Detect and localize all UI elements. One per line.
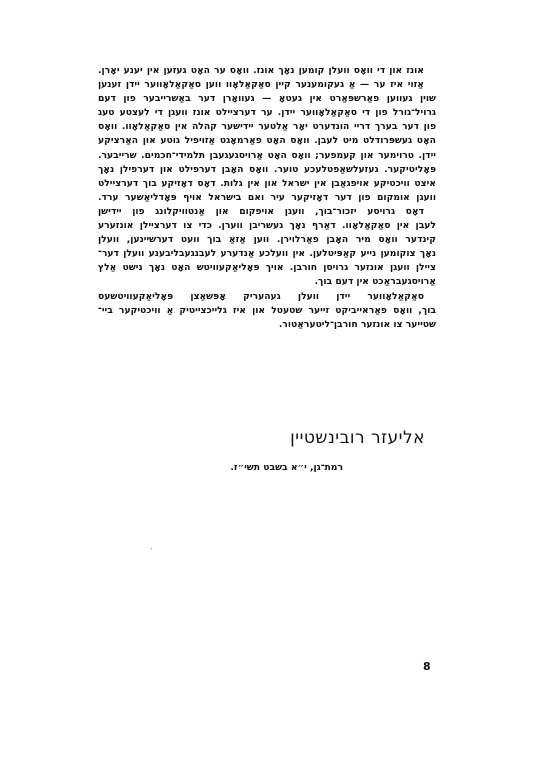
body-line: יידן. טרוימער און קעמפער; וואָס האָט אַרויסגעגעבן תלמידי־חכמים. שרייבער.: [98, 149, 436, 161]
body-line: פּאָליטיקער. געזעלשאַפטלעכע טוער. וואָס האָבן דערפילט און דערפילן נאָך: [98, 163, 436, 175]
body-line: שטייער צו אונזער חורבן־ליטעראַטור.: [278, 318, 436, 330]
body-line: אַזוי איז ער — אַ געקומענער קיין סאַקאַלאָוו ווען סאַקאַלאָווער יידן זענען: [98, 79, 424, 91]
place-and-date: רמת־גן, י״א בשבט תשי״ז.: [230, 462, 343, 473]
body-line: איצט וויכטיקע אויפגאַבן אין ישראל און אין גלות. דאָס דאָזיקע בוך דערציילט: [98, 177, 436, 189]
body-line: בוך, וואָס פאַראייביקט זייער שטעטל און איז גלייכצייטיק אַ וויכטיקער ביי־: [98, 304, 436, 316]
body-line: אונז און די וואָס וועלן קומען נאָך אונז. וואָס ער האָט געזען אין יענע יאָרן.: [98, 65, 424, 76]
body-line: נאָך צוקומען נייע קאַפּיטלען. אין וועלכע אַנדערע לעבנגעבליבענע וועלן דער־: [98, 248, 436, 260]
page-number: 8: [423, 660, 431, 673]
paper-speck: [151, 548, 152, 549]
body-line: האָט געשפּרודלט מיט לעבן. וואָס האָט פאַרמאָגט אַזויפיל גוטע און האַרציקע: [98, 135, 436, 147]
body-line: דאָס גרויסע יזכור־בוך, וועגן אויפקום און אַנטוויקלונג פון יידישן: [98, 205, 424, 217]
body-line: אַרויסגעבראַכט אין דעם בוך.: [314, 276, 436, 288]
body-line: קינדער וואָס מיר האָבן פאַרלוירן. ווען אַזאַ בוך וועט דערשיינען, וועלן: [98, 234, 436, 246]
body-line: גרויל־גורל פון די סאַקאַלאָווער יידן. ער דערציילט אונז וועגן די לעצטע טעג: [98, 107, 436, 119]
author-signature: אליעזר רובינשטיין: [290, 428, 425, 448]
body-line: פון דער בערך דריי הונדערט יאָר אַלטער יידישער קהלה אין סאַקאַלאָוו. וואָס: [98, 121, 436, 133]
body-line: סאַקאַלאָווער יידן וועלן געהעריק אָפּשאַצן פּאָליאַקעוויטשעס: [98, 290, 424, 302]
body-line: שוין געווען פאַרשפּאַרט אין געטאָ — געוואָרן דער באַשרייבער פון דעם: [98, 93, 436, 105]
body-line: וועגן אומקום פון דער דאָזיקער עיר ואם בישראל אויף פּאָדליאַשער ערד.: [98, 191, 436, 203]
body-text: [98, 64, 436, 332]
body-line: לעבן אין סאַקאַלאָוו. דאַרף נאָך געשריבן ווערן. כדי צו דערציילן אונזערע: [98, 220, 436, 232]
body-line: ציילן וועגן אונזער גרויסן חורבן. אויך פּאָליאַקעוויטש האָט נאָך נישט אַלץ: [98, 262, 436, 274]
